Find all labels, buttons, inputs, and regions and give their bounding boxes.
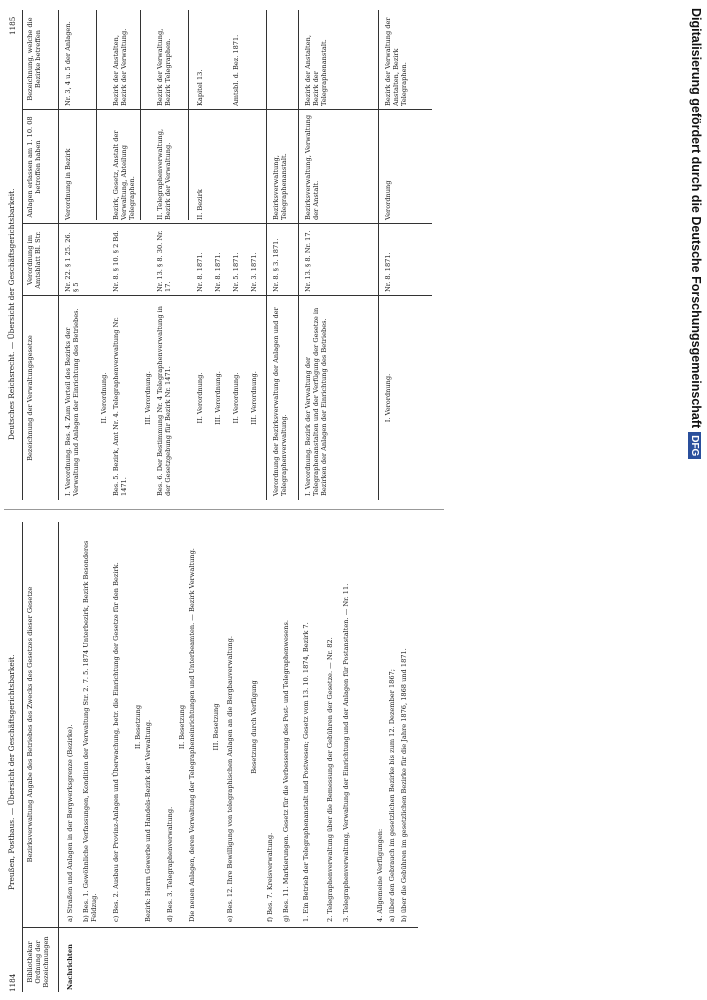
right-divider-2 — [22, 223, 432, 224]
row-label: I. Verordnung. — [384, 373, 392, 423]
right-divider-1 — [22, 295, 432, 296]
row-change: Bezirksverwaltung, Telegraphenanstalt. — [272, 153, 288, 220]
row-label: III. Verordnung. — [214, 371, 222, 425]
row-label: III. Verordnung. — [250, 371, 258, 425]
left-entry: f) Bes. 7. Kreisverwaltung. — [266, 832, 274, 922]
row-source: Nr. 5. 1871. — [232, 252, 240, 292]
dfg-credit-text — [687, 8, 705, 988]
row-rule — [188, 10, 189, 220]
left-entry: b) Bes. 1. Gewöhnliche Verfassungen, Kondition der Verwaltung Str. 2. 7. 5. 1874 Unterbezirk, Bezirk Besonderes Feldzug. — [82, 540, 98, 922]
left-entry: c) Bes. 2. Ausbau der Provinz-Anlagen und Überwachung, betr. die Einrichtung der Gesetze für den Bezirk. — [112, 562, 120, 922]
row-source: Nr. 3. 1871. — [250, 252, 258, 292]
row-change: Verordnung in Bezirk — [64, 148, 72, 220]
left-page-number: 1184 — [8, 973, 17, 992]
left-section-label: Nachrichten — [66, 944, 74, 990]
row-note: Bezirk der Verwaltung, Bezirk Telegraphen. — [156, 28, 172, 106]
row-source: Nr. 8. 1871. — [214, 252, 222, 292]
left-entry: 2. Telegraphenverwaltung über die Bemessung der Gebühren der Gesetze. — Nr. 82. — [326, 637, 334, 922]
left-entry: a) Straßen und Anlagen in der Bergwerksgrenze (Bezirke). — [66, 724, 74, 922]
row-note: Amtsbl. d. Bez. 1871. — [232, 34, 240, 106]
right-head-rule — [22, 10, 23, 500]
right-page-number: 1185 — [8, 16, 17, 35]
row-note: Bezirk der Anstalten, Bezirk der Verwaltung. — [112, 28, 128, 106]
left-entry: II. Besetzung — [134, 704, 142, 750]
row-source: Nr. 8. § 3. 1871. — [272, 238, 280, 292]
row-source: Nr. 8. § 10. § 2 Bd. — [112, 230, 120, 292]
left-header-divider — [22, 927, 58, 928]
left-entry: Besetzung durch Verfügung — [250, 680, 258, 774]
row-label: Bes. 6. Der Bestimmung Nr. 4 Telegraphenverwaltung in der Gesetzgebung für Bezirk Nr. 1471. — [156, 305, 172, 496]
row-label: III. Verordnung. — [144, 371, 152, 425]
left-col1-header: Bibliothekar Ordnung der Bezeichnungen — [26, 936, 50, 988]
left-running-head: Preußen, Posthaus. — Übersicht der Geschäftsgerichtsbarkeit. — [7, 654, 16, 890]
dfg-credit — [687, 8, 705, 988]
row-change: Bezirk, Gesetz, Anstalt der Verwaltung, Abteilung Telegraphen. — [112, 130, 136, 220]
row-source: Nr. 13. § 8. Nr. 17. — [304, 230, 312, 292]
left-entry: b) über die Gebühren im gesetzlichen Bezirke für die Jahre 1876, 1868 und 1871. — [400, 648, 408, 922]
row-label: II. Verordnung. — [196, 372, 204, 424]
left-entry: 1. Ein Betrieb der Telegraphenanstalt und Postwesen; Gesetz vom 13. 10. 1874, Bezirk 7. — [302, 622, 310, 922]
left-col2-header: Bezirksverwaltung Angabe des Betriebes des Zwecks des Gesetzes dieser Gesetze — [26, 586, 34, 863]
left-entry: a) über den Gebrauch im gesetzlichen Bezirke bis zum 12. Dezember 1867; — [388, 669, 396, 922]
row-source: Nr. 13. § 8. 30. Nr. 17. — [156, 230, 172, 292]
row-label: Bes. 5. Bezirk, Amt Nr. 4. Telegraphenverwaltung Nr. 1471. — [112, 317, 128, 496]
left-entry: d) Bes. 3. Telegraphenverwaltung. — [166, 806, 174, 922]
row-rule — [96, 10, 97, 220]
row-source: Nr. 8. 1871. — [384, 252, 392, 292]
left-entry: e) Bes. 12. Ihre Bewilligung von telegraphischen Anlagen an die Bergbauverwaltung. — [226, 636, 234, 922]
left-entry: 3. Telegraphenverwaltung, Verwaltung der Einrichtung und der Anlagen für Postanstalten. — Nr. 11. — [342, 583, 350, 922]
left-entry: II. Besetzung — [178, 704, 186, 750]
row-change: II. Bezirk — [196, 189, 204, 220]
row-source: Nr. 8. 1871. — [196, 252, 204, 292]
left-body-divider — [58, 927, 418, 928]
row-note: Kapitel 13. — [196, 69, 204, 106]
row-rule — [378, 10, 379, 500]
credit-caption: Digitalisierung gefördert durch die Deutsche Forschungsgemeinschaft — [689, 8, 703, 429]
left-entry: Bezirk: Herrn Gewerbe und Handels-Bezirk der Verwaltung. — [144, 719, 152, 922]
row-label: I. Verordnung. Bes. 4. Zum Vorteil des Bezirks der Verwaltung und Anlagen der Einrichtung des Betriebes. — [64, 308, 80, 496]
left-entry: g) Bes. 11. Markierungen. Gesetz für die Verbesserung des Post- und Telegraphenwesens. — [282, 620, 290, 922]
left-entry: 4. Allgemeine Verfügungen: — [376, 828, 384, 922]
right-col1-header: Bezeichnung der Verwaltungsgesetze — [26, 335, 34, 461]
row-rule — [140, 10, 141, 220]
left-entry: Die neuen Anlagen, deren Verwaltung der Telegrapheneinrichtungen und Unterbeamten. — Bezirk Verwaltung. — [188, 548, 196, 922]
left-header-rule — [58, 522, 59, 992]
row-note: Bezirk der Anstalten, Bezirk der Telegraphenanstalt. — [304, 35, 328, 106]
right-col4-header: Bezeichnung, welche die Bezirke betreffen — [26, 17, 42, 101]
page-gutter — [4, 509, 444, 510]
row-change: Bezirksverwaltung, Verwaltung der Anstalt. — [304, 114, 320, 220]
row-label: II. Verordnung. — [232, 372, 240, 424]
right-col3-header: Anlagen erlassen am 1. 10. 08 betroffen haben — [26, 116, 42, 218]
row-label: I. Verordnung. Bezirk der Verwaltung der Telegraphenanstalten und der Verfügung der Gesetze in Bezirken der Anlagen der Einrichtung des Betriebes. — [304, 307, 328, 496]
row-change: Verordnung — [384, 180, 392, 220]
row-label: Verordnung der Bezirksverwaltung der Anlagen und der Telegraphenverwaltung. — [272, 307, 288, 496]
left-entry: III. Besetzung — [212, 703, 220, 751]
row-label: II. Verordnung. — [100, 372, 108, 424]
row-rule — [298, 10, 299, 500]
row-change: II. Telegraphenverwaltung, Bezirk der Verwaltung. — [156, 128, 172, 220]
right-header-rule — [58, 10, 59, 500]
right-divider-3 — [22, 109, 432, 110]
dfg-badge: DFG — [688, 432, 701, 459]
row-note: Bezirk der Verwaltung der Anstalten, Bezirk Telegraphen. — [384, 17, 408, 106]
right-col2-header: Verordnung im Amtsblatt Bl. Str. — [26, 231, 42, 289]
row-note: Nr. 3, 4 u. 5 der Anlagen. — [64, 21, 72, 106]
right-running-head: Deutsches Reichsrecht. — Übersicht der Geschäftsgerichtsbarkeit. — [7, 188, 16, 440]
row-source: Nr. 22. § 1 25. 26. § 5 — [64, 232, 80, 292]
left-head-rule — [22, 522, 23, 992]
row-rule — [266, 10, 267, 500]
